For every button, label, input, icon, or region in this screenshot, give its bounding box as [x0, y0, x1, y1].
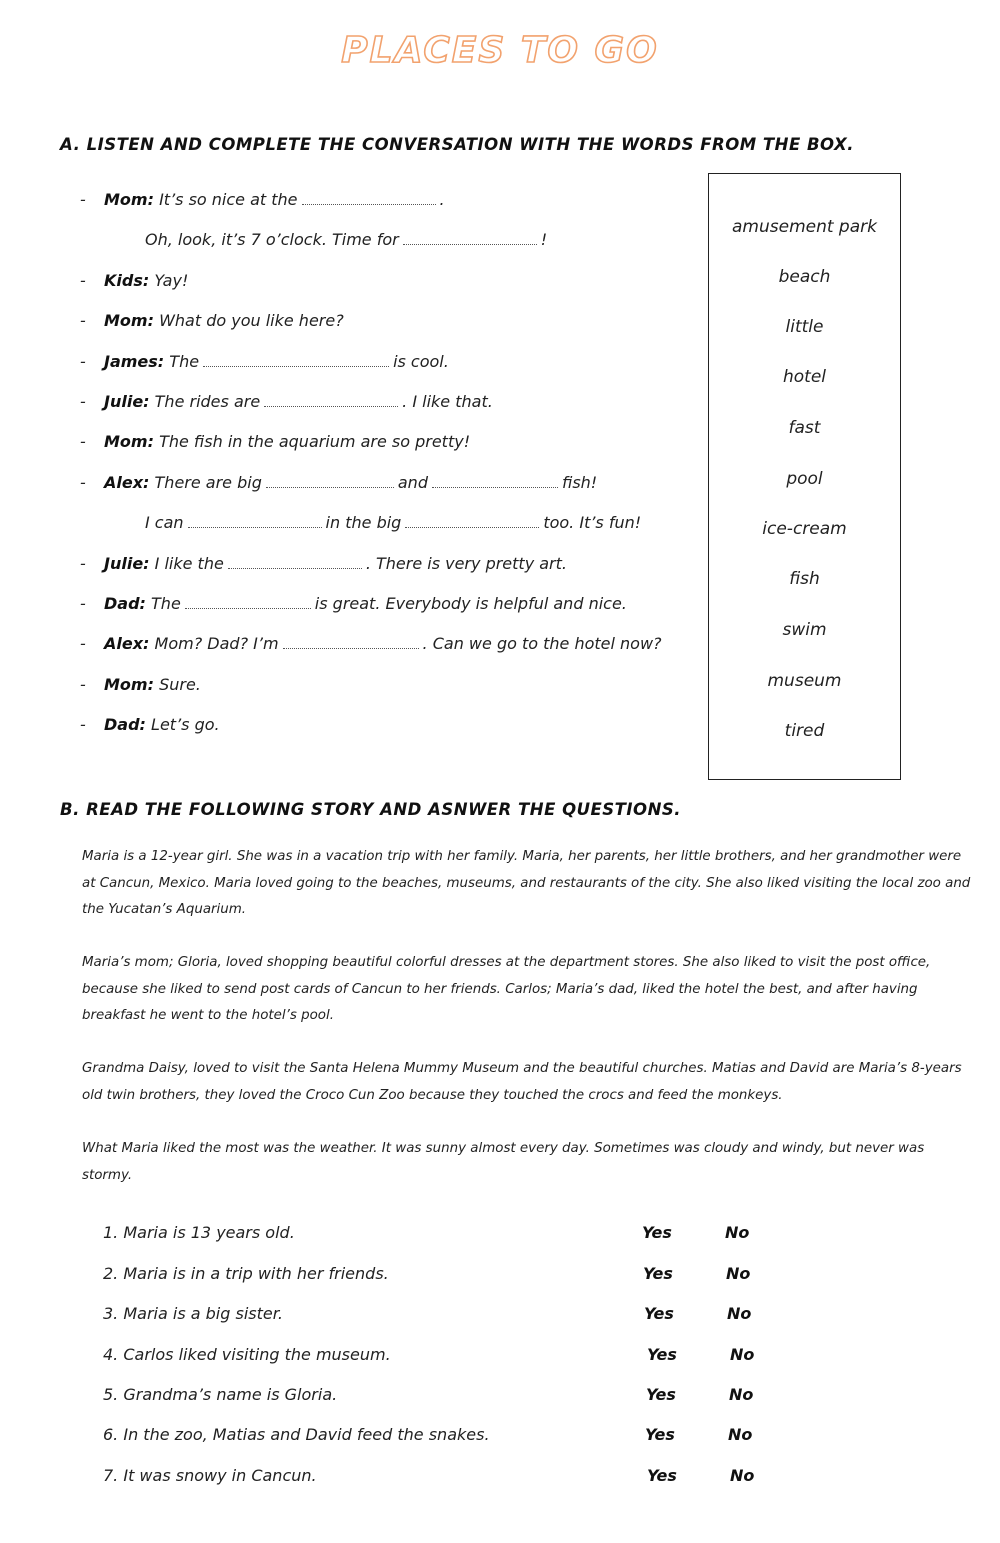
story-paragraph: Grandma Daisy, loved to visit the Santa Helena Mummy Museum and the beautiful churches. Matias and David are Maria’s 8-years old twin brothers, they loved the Croco Cun Zoo because they touched the crocs and feed the monkeys.	[82, 1061, 962, 1103]
page-title: PLACES TO GO	[341, 30, 659, 71]
section-a-heading: A. LISTEN AND COMPLETE THE CONVERSATION WITH THE WORDS FROM THE BOX.	[60, 135, 854, 154]
speaker: Kids:	[104, 271, 150, 290]
answer-blank[interactable]	[185, 594, 311, 609]
answer-blank[interactable]	[266, 473, 394, 488]
conv-line: - Mom: It’s so nice at the .	[80, 190, 445, 209]
no-option[interactable]: No	[727, 1304, 752, 1323]
conv-line: - Julie: I like the . There is very pretty art.	[80, 554, 567, 573]
speaker: Julie:	[104, 554, 150, 573]
speaker: Mom:	[104, 190, 154, 209]
answer-blank[interactable]	[283, 634, 419, 649]
speaker: Dad:	[104, 715, 146, 734]
question-item: 1. Maria is 13 years old.	[103, 1223, 295, 1242]
speaker: Mom:	[104, 311, 154, 330]
question-item: 5. Grandma’s name is Gloria.	[103, 1385, 338, 1404]
conv-line: - Alex: There are big and fish!	[80, 473, 598, 492]
word-box-item: amusement park	[732, 217, 877, 237]
answer-blank[interactable]	[264, 392, 398, 407]
conv-line: - Mom: What do you like here?	[80, 311, 344, 330]
conv-line: Oh, look, it’s 7 o’clock. Time for !	[145, 230, 548, 249]
no-option[interactable]: No	[730, 1466, 755, 1485]
yes-option[interactable]: Yes	[643, 1264, 673, 1283]
word-box-item: little	[785, 317, 824, 337]
question-item: 2. Maria is in a trip with her friends.	[103, 1264, 389, 1283]
speaker: Alex:	[104, 473, 150, 492]
yes-option[interactable]: Yes	[642, 1223, 672, 1242]
yes-option[interactable]: Yes	[644, 1304, 674, 1323]
section-b-heading: B. READ THE FOLLOWING STORY AND ASNWER THE QUESTIONS.	[60, 800, 682, 819]
story-paragraph: Maria’s mom; Gloria, loved shopping beautiful colorful dresses at the department stores. She also liked to visit the post office, because she liked to send post cards of Cancun to her friends. Carlos; Maria’s dad, liked the hotel the best, and after having breakfast he went to the hotel’s pool.	[82, 955, 931, 1023]
conv-line: - Dad: The is great. Everybody is helpful and nice.	[80, 594, 627, 613]
story-paragraph: Maria is a 12-year girl. She was in a vacation trip with her family. Maria, her parents, her little brothers, and her grandmother were at Cancun, Mexico. Maria loved going to the beaches, museums, and restaurants of the city. She also liked visiting the local zoo and the Yucatan’s Aquarium.	[82, 849, 971, 917]
word-box-item: swim	[782, 620, 827, 640]
question-item: 6. In the zoo, Matias and David feed the snakes.	[103, 1425, 490, 1444]
conv-line: - James: The is cool.	[80, 352, 449, 371]
conv-line: I can in the big too. It’s fun!	[145, 513, 642, 532]
yes-option[interactable]: Yes	[647, 1345, 677, 1364]
question-item: 4. Carlos liked visiting the museum.	[103, 1345, 391, 1364]
speaker: Mom:	[104, 432, 154, 451]
story-paragraph: What Maria liked the most was the weather. It was sunny almost every day. Sometimes was cloudy and windy, but never was stormy.	[82, 1141, 925, 1183]
answer-blank[interactable]	[403, 230, 537, 245]
conv-line: - Mom: The fish in the aquarium are so pretty!	[80, 432, 471, 451]
question-item: 3. Maria is a big sister.	[103, 1304, 283, 1323]
answer-blank[interactable]	[432, 473, 558, 488]
speaker: Dad:	[104, 594, 146, 613]
no-option[interactable]: No	[728, 1425, 753, 1444]
answer-blank[interactable]	[203, 352, 389, 367]
word-box-item: museum	[767, 671, 842, 691]
no-option[interactable]: No	[729, 1385, 754, 1404]
speaker: Mom:	[104, 675, 154, 694]
answer-blank[interactable]	[302, 190, 436, 205]
word-box-item: fish	[789, 569, 820, 589]
yes-option[interactable]: Yes	[645, 1425, 675, 1444]
speaker: Alex:	[104, 634, 150, 653]
conv-line: - Julie: The rides are . I like that.	[80, 392, 493, 411]
conv-line: - Dad: Let’s go.	[80, 715, 220, 734]
word-box-item: tired	[784, 721, 825, 741]
answer-blank[interactable]	[405, 513, 539, 528]
answer-blank[interactable]	[188, 513, 322, 528]
conv-line: - Alex: Mom? Dad? I’m . Can we go to the hotel now?	[80, 634, 662, 653]
speaker: James:	[104, 352, 165, 371]
yes-option[interactable]: Yes	[647, 1466, 677, 1485]
word-box-item: ice-cream	[762, 519, 847, 539]
word-box-item: beach	[778, 267, 831, 287]
answer-blank[interactable]	[228, 554, 362, 569]
no-option[interactable]: No	[726, 1264, 751, 1283]
yes-option[interactable]: Yes	[646, 1385, 676, 1404]
conv-line: - Mom: Sure.	[80, 675, 201, 694]
word-box-item: pool	[786, 469, 823, 489]
question-item: 7. It was snowy in Cancun.	[103, 1466, 317, 1485]
conv-line: - Kids: Yay!	[80, 271, 189, 290]
word-box	[708, 173, 901, 780]
no-option[interactable]: No	[725, 1223, 750, 1242]
speaker: Julie:	[104, 392, 150, 411]
no-option[interactable]: No	[730, 1345, 755, 1364]
word-box-item: hotel	[782, 367, 827, 387]
word-box-item: fast	[788, 418, 821, 438]
